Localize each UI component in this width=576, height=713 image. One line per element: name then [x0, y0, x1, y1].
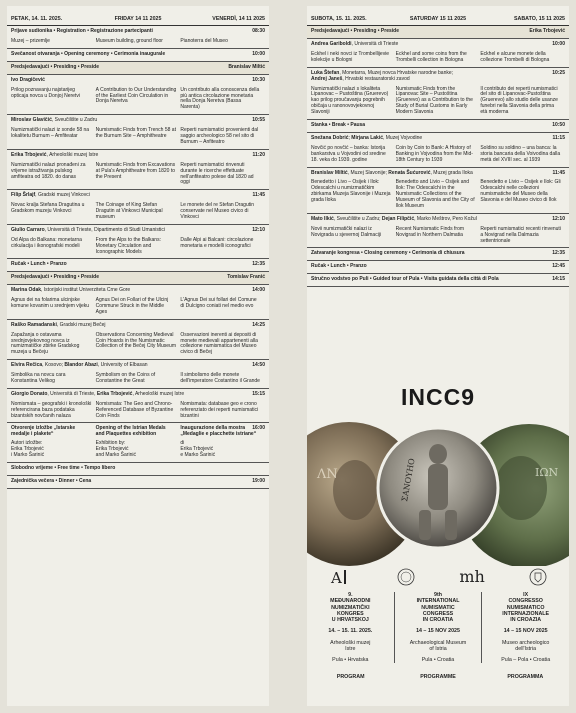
congress-title-line: KONGRES [336, 610, 364, 617]
speaker-line [311, 217, 565, 223]
schedule-row-luka [307, 68, 569, 120]
title-it: Reperti numismatici recenti rinvenuti a Novigrad nella Dalmazia settentrionale [480, 225, 561, 244]
coin-middle [378, 428, 498, 548]
date-en: FRIDAY 14 11 2025 [114, 16, 162, 22]
title-it: Dalle Alpi ai Balcani: circolazione monetaria e modelli iconografici [180, 236, 254, 249]
title-it: Pianoterra del Museo [180, 38, 228, 45]
session-time: 12:10 [552, 215, 565, 222]
title-hr: Agnus dei na folarima ulcinjske komune kovanim u srednjem vijeku [11, 297, 90, 309]
title-hr: Novac kralja Stefana Dragutina u Gradskom muzeju Vinkovci [11, 202, 85, 215]
session-label: Predsjedavajući • Presiding • Preside [11, 63, 99, 70]
session-time: 10:50 [552, 122, 565, 129]
title-en: From the Alps to the Balkans: Monetary Circulation and Iconographic Models [95, 236, 161, 255]
coin-middle-legend: ΣΑΝΟΥΗΟ [400, 457, 417, 503]
session-time: 10:25 [552, 69, 565, 76]
title-hr: Numizmatički nalazi s lokaliteta Lipanovac – Pustoština (Gruerevo) kao prilog proučavanju pogrebnih običaja u ranonovovjekovnoj Slavoniji [311, 85, 389, 116]
exhibition-title: Inaugurazione della mostra „Medaglie e placchette istriane“ [180, 425, 257, 438]
title-en: Coin by Coin to Bank: A History of Banking in Vojvodina from the Mid-18th Century to 1939 [395, 144, 473, 163]
exhibition-authors: Erika Trbojević e Marko Šarinić [180, 446, 216, 458]
congress-title-line: IN CROAZIA [510, 617, 542, 623]
saturday-schedule [307, 26, 569, 287]
speaker-affiliation: , Università di Trieste [351, 41, 399, 48]
congress-city: Pula – Pola • Croatia [501, 657, 551, 663]
title-translations [11, 39, 265, 45]
session-time: 14:25 [252, 321, 265, 328]
congress-dates: 14 – 15 NOV 2025 [503, 628, 548, 635]
title-translations [311, 87, 565, 116]
title-translations [11, 128, 265, 146]
speaker-affiliation: , Gradski muzej Bečej [56, 321, 106, 328]
saturday-header [307, 6, 569, 26]
partner-logos [307, 566, 569, 588]
session-label: Zajednička večera • Dinner • Cena [11, 477, 92, 484]
schedule-row-giorgio [7, 389, 269, 424]
session-label: Stručno vodstvo po Puli • Guided tour of Pula • Visita guidata della città di Pola [311, 276, 499, 283]
speaker-line [11, 193, 265, 199]
programme-label-2: PROGRAMMA [507, 674, 544, 680]
session-time: 19:00 [252, 477, 265, 484]
schedule-row-prijave [7, 26, 269, 49]
session-time: 08:30 [252, 28, 265, 35]
session-label: Ručak • Lunch • Pranzo [11, 261, 67, 268]
speaker-name-2: Andrej Janeš [311, 75, 343, 82]
title-translations [11, 298, 265, 316]
title-it: Soldino su soldino – una banca: la storia bancaria della Voivodina dalla metà del XVIII sec. al 1939 [480, 144, 561, 163]
schedule-row-elvira [7, 360, 269, 389]
speaker-name: Filip Šrlajf [11, 192, 36, 199]
congress-block-2 [482, 592, 569, 663]
congress-title-line: CONGRESSO [508, 598, 543, 605]
congress-info [307, 592, 569, 663]
session-label: Stanka • Break • Pausa [311, 122, 366, 129]
schedule-row-pred2 [7, 272, 269, 285]
schedule-row-ivo [7, 75, 269, 115]
title-hr: Novii numizmatički nalazi iz Novigrada u sjevernoj Dalmaciji [311, 225, 382, 238]
title-hr: Od Alpa do Balkana: monetarna cirkulacija i ikonografski modeli [11, 236, 82, 249]
title-translations [311, 146, 565, 164]
title-translations [311, 180, 565, 209]
date-hr: PETAK, 14. 11. 2025. [11, 16, 63, 22]
speaker-line [11, 78, 265, 84]
exhibition-authors: Erika Trbojević i Marko Šarinić [11, 446, 45, 458]
date-hr: SUBOTA, 15. 11. 2025. [311, 16, 367, 22]
title-en: Recent Numismatic Finds from Novigrad in Northern Dalmatia [395, 225, 465, 238]
congress-venue: Museo archeologico [501, 639, 550, 646]
title-en: A Contribution to Our Understanding of the Earliest Coin Circulation in Donja Neretva [95, 86, 177, 105]
friday-column [7, 6, 269, 706]
schedule-row-zatvaranje [307, 248, 569, 261]
title-en: The Coinage of King Stefan Dragutin at Vinkovci Municipal museum [95, 202, 163, 220]
congress-title-line: MEĐUNARODNI [330, 598, 371, 605]
date-it: VENERDÌ, 14 11 2025 [212, 16, 266, 22]
title-hr: Benedetto i Livo – Osijek i Ilok: Odescalchi u numizmatičkim zbirkama Muzeja Slavonije i Muzeja grada Iloka [311, 179, 391, 204]
session-label: Svečanost otvaranja • Opening ceremony • Cerimonia inaugurale [11, 51, 166, 58]
schedule-row-filip [7, 190, 269, 225]
schedule-row-giulio [7, 225, 269, 260]
title-translations [11, 333, 265, 357]
exhibition-title: Otvorenje izložbe „Istarske medalje i plakete“ [11, 425, 76, 438]
title-translations [11, 402, 265, 420]
title-en: Benedetto and Livio – Osijek and Ilok: The Odescalchi in the Numismatic Collections of the Museum of Slavonia and the City of Ilok Museum [395, 179, 475, 209]
chair-name: Branislav Miltić [228, 63, 265, 70]
speaker-name: Snežana Dobrić [311, 134, 349, 141]
schedule-row-mato [307, 214, 569, 249]
chair-name: Erika Trbojević [529, 28, 565, 35]
speaker-name: Erika Trbojević [11, 151, 47, 158]
congress-dates: 14. – 15. 11. 2025. [328, 628, 373, 635]
speaker-name: Marina Odak [11, 287, 42, 294]
title-translations [311, 227, 565, 245]
session-time: 12:45 [552, 263, 565, 270]
seal-logo-icon [397, 568, 415, 586]
session-time: 14:00 [252, 287, 265, 294]
congress-venue-2: dell'Istria [515, 645, 537, 652]
programme-label-0: PROGRAM [336, 674, 365, 680]
schedule-row-pred1 [7, 62, 269, 75]
session-time: 12:35 [552, 250, 565, 257]
congress-block-0 [307, 592, 395, 663]
title-hr: Numizmatički nalazi iz sonde 58 na lokalitetu Burnum – Amfiteatar [11, 127, 90, 140]
schedule-row-stanka [307, 120, 569, 133]
session-time: 10:30 [252, 76, 265, 83]
title-hr: Simbolika na novcu cara Konstantina Velikog [11, 372, 66, 384]
speaker-line [11, 228, 265, 234]
session-time: 11:15 [552, 134, 565, 141]
speaker-name-2: Mirjana Lakić [351, 134, 383, 141]
speaker-name: Giulio Carraro [11, 226, 45, 233]
congress-venue-2: of Istria [429, 645, 447, 652]
speaker-affiliation-2: , Marko Meštrov, Pero Kožul [414, 215, 477, 222]
congress-title-line: NUMISMATICO [506, 604, 545, 611]
schedule-row-snezana [307, 133, 569, 168]
title-translations [11, 88, 265, 112]
incc9-title: INCC9 [400, 384, 475, 410]
schedule-row-vecera [7, 476, 269, 489]
session-label: Prijave sudionika • Registration • Registrazione partecipanti [11, 28, 153, 35]
congress-title-line: INTERNAZIONALE [502, 610, 550, 617]
session-label: Zatvaranje kongresa • Closing ceremony • Cerimonia di chiusura [311, 250, 465, 257]
coin-right-legend: ΙΩΝ [535, 466, 559, 479]
title-it: Reperti numismatici provenienti dal saggio archeologico 58 nel sito di Burnum – Anfiteatro [180, 127, 259, 145]
schedule-row-otvaranje [7, 49, 269, 62]
speaker-line [311, 136, 565, 142]
schedule-row-rasko [7, 320, 269, 360]
title-en: Agnus Dei on Follari of the Ulcinj Commune Struck in the Middle Ages [95, 297, 169, 315]
schedule-row-erika [7, 150, 269, 190]
congress-title-line: NUMISMATIC [421, 604, 455, 611]
session-time: 16:00 [252, 425, 265, 432]
title-en: Eckhel and some coins from the Trombelli collection in Bologna [395, 51, 467, 63]
speaker-name: Branislav Miltić [311, 169, 348, 176]
date-en: SATURDAY 15 11 2025 [409, 16, 467, 22]
title-hr: Prilog poznavanju najstarijeg opticaja novca u Donjoj Neretvi [11, 86, 80, 99]
title-hr: Novčić po novčić – banka: Istorija bankarstva u Vojvodini od sredine 18. veka do 1939. godine [311, 144, 386, 163]
title-it: L'Agnus Dei sui follari del Comune di Dulcigno coniati nel medio evo [180, 297, 257, 309]
speaker-line [11, 363, 265, 369]
title-en: Numismatic Finds from the Lipanovac Site – Pustoština (Gruerevo) as a Contribution to the Study of Burial Customs in Early Modern Slavonia [395, 85, 473, 116]
speaker-name-2: Erika Trbojević [96, 390, 133, 397]
title-it: Il contributo dei reperti numismatici del sito di Lipanovac-Pustoština (Gruerevo) allo studio delle usanze funebri nella Slavonia della prima età moderna [480, 85, 558, 116]
speaker-name: Andrea Gariboldi [311, 41, 352, 48]
title-it: Nomismata: database geo e crono referenziato dei reperti numismatici bizantini [180, 400, 259, 419]
schedule-row-miroslav [7, 115, 269, 150]
title-hr: Zapažanja o ostavama srednjovjekovnog novca iz numizmatičke zbirke Gradskog muzeja u Bečeju [11, 331, 80, 356]
programme-label-1: PROGRAMME [420, 674, 456, 680]
schedule-row-izlozba [7, 423, 269, 462]
title-en: Symbolism on the Coins of Constantine the Great [95, 372, 156, 384]
speaker-affiliation: , Kosovo; [42, 362, 65, 369]
session-time: 14:15 [552, 276, 565, 283]
schedule-row-slobodno [7, 463, 269, 476]
session-time: 15:15 [252, 390, 265, 397]
schedule-row-andrea [307, 39, 569, 68]
speaker-name: Elvira Rečica [11, 362, 43, 369]
speaker-line [11, 392, 265, 398]
speaker-name: Miroslav Glavičić [11, 117, 52, 124]
session-time: 14:50 [252, 362, 265, 369]
session-label: Ručak • Lunch • Pranzo [311, 263, 367, 270]
congress-title-line: 9th [434, 592, 442, 598]
session-time: 10:00 [552, 41, 565, 48]
date-it: SABATO, 15 11 2025 [513, 16, 566, 22]
exhibition-en [96, 426, 181, 458]
congress-title-line: IN CROATIA [422, 617, 454, 623]
title-hr: Nomismata – geografski i kronološki referencirana baza podataka bizantskih novčanih nalaza [11, 400, 92, 419]
congress-title-line: NUMIZMATIČKI [331, 604, 370, 611]
exhibition-authors: Erika Trbojević and Marko Šarinić [95, 446, 136, 458]
title-hr: Muzej – prizemlje [11, 38, 50, 45]
speaker-line [11, 323, 265, 329]
title-en: Observations Concerning Medieval Coin Hoards in the Numismatic Collection of the Bečej City Museum [95, 331, 176, 350]
chair-name: Tomislav Franić [227, 274, 265, 281]
speaker-name-2: Dejan Filipčić [381, 215, 415, 222]
svg-text:A: A [331, 569, 342, 587]
congress-block-1 [395, 592, 483, 663]
congress-venue: Archaeological Museum [409, 639, 467, 646]
title-en: Numismatic Finds from Trench 58 at the Burnum Site – Amphitheatre [95, 127, 176, 140]
speaker-line [11, 118, 265, 124]
coin-images [307, 416, 569, 566]
title-it: Un contributo alla conoscenza della più antica circolazione monetaria nella Donja Neretva (Bassa Narenta) [180, 86, 260, 111]
speaker-name: Ivo Dragičević [11, 76, 45, 83]
schedule-row-rucak1 [7, 259, 269, 272]
speaker-affiliation: , Muzej Slavonije; [347, 169, 389, 176]
title-translations [11, 373, 265, 385]
schedule-row-marina [7, 285, 269, 320]
congress-title-line: IX [523, 592, 529, 598]
title-it: Eckhel e alcune monete della collezione Trombelli di Bologna [480, 51, 550, 63]
exhibition-by: di [180, 440, 185, 447]
speaker-affiliation: , Sveučilište u Zadru [51, 117, 98, 124]
programme-labels [307, 674, 569, 680]
session-label: Slobodno vrijeme • Free time • Tempo libero [11, 464, 116, 471]
exhibition-block [11, 426, 265, 458]
speaker-name: Giorgio Donato [11, 390, 48, 397]
saturday-column [307, 6, 569, 706]
title-it: Osservazioni inerenti ai depositi di monete medievali appartenenti alla collezione numismatica del Museo civico di Bečej [180, 331, 258, 356]
session-time: 11:45 [552, 169, 565, 176]
session-time: 11:20 [252, 151, 265, 158]
schedule-row-branislav [307, 168, 569, 214]
session-time: 12:10 [252, 226, 265, 233]
speaker-name: Luka Štefan [311, 69, 340, 76]
title-it: Le monete del re Stefan Dragutin conservate nel Museo civico di Vinkovci [180, 202, 255, 220]
schedule-row-rpred1 [307, 26, 569, 39]
speaker-line [11, 153, 265, 159]
speaker-affiliation: , Istorijski institut Univerziteta Crne Gore [41, 287, 131, 294]
congress-venue: Arheološki muzej [330, 639, 371, 646]
title-en: Museum building, ground floor [95, 38, 163, 45]
speaker-name-2: Blandor Abazi [64, 362, 98, 369]
congress-venue-2: Istre [345, 645, 356, 652]
session-time: 10:00 [252, 51, 265, 58]
congress-city: Pula • Hrvatska [332, 657, 369, 663]
title-translations [11, 163, 265, 187]
friday-header [7, 6, 269, 26]
congress-title-line: U HRVATSKOJ [331, 617, 369, 623]
speaker-name: Mato Ilkić [311, 215, 334, 222]
schedule-row-vodstvo [307, 274, 569, 287]
speaker-affiliation: , Sveučilište u Zadru; [333, 215, 382, 222]
session-time: 12:35 [252, 261, 265, 268]
speaker-line [311, 171, 565, 177]
title-it: Reperti numismatici rinvenuti durante le ricerche effettuate nell'anfiteatro polese dal 1820 ad oggi [180, 161, 254, 186]
speaker-line [311, 42, 565, 48]
congress-city: Pula • Croatia [421, 657, 455, 663]
friday-schedule [7, 26, 269, 488]
exhibition-title: Opening of the Istrian Medals and Plaquettes exhibition [95, 425, 166, 438]
speaker-affiliation-2: , Muzej grada Iloka [430, 169, 473, 176]
title-en: Numismatic Finds from Excavations at Pula's Amphitheatre from 1820 to the Present [95, 161, 176, 180]
exhibition-hr [11, 426, 96, 458]
title-translations [11, 203, 265, 221]
congress-title-line: CONGRESS [422, 610, 454, 617]
title-it: Il simbolismo delle monete dell'imperatore Costantino il Grande [180, 372, 260, 384]
speaker-name-2: Renata Šućurović [388, 169, 431, 176]
speaker-affiliation-2: , University of Elbasan [97, 362, 148, 369]
speaker-affiliation-2: , Hrvatski restauratorski zavod [342, 75, 410, 82]
title-hr: Eckhel i neki novci iz Trombellijevie kolekcije u Bologni [311, 51, 390, 63]
speaker-affiliation: , Università di Trieste, [47, 390, 97, 397]
session-label: Predsjedavajući • Presiding • Preside [11, 274, 99, 281]
session-time: 11:45 [252, 192, 265, 199]
speaker-affiliation: , Arheološki muzej Istre [46, 151, 99, 158]
speaker-name: Raško Ramadanski [11, 321, 57, 328]
speaker-affiliation-2: , Arheološki muzej Istre [132, 390, 185, 397]
exhibition-by: Exhibition by: [95, 440, 126, 447]
crest-logo-icon [529, 568, 547, 586]
speaker-line [11, 288, 265, 294]
congress-title-line: 9. [348, 592, 353, 598]
title-translations [311, 52, 565, 64]
mh-logo: mh [459, 566, 485, 586]
session-time: 10:55 [252, 117, 265, 124]
coin-left-legend: ΛΝ [317, 467, 338, 482]
speaker-affiliation: , Università di Trieste, Dipartimento di Studi Umanistici [44, 226, 165, 233]
title-hr: Numizmatički nalazi pronađeni za vrijeme istraživanja pulskog amfiteatra od 1820. do danas [11, 161, 86, 180]
title-en: Nomismata: The Geo and Chrono-Referenced Database of Byzantine Coin Finds [95, 400, 174, 419]
congress-title-line: INTERNATIONAL [416, 598, 460, 605]
speaker-affiliation: , Monetarra, Muzej novca Hrvatske narodne banke; [339, 69, 454, 76]
speaker-affiliation: ; [348, 134, 352, 141]
title-it: Benedetto e Livio – Osijek e Ilok: Gli Odescalchi nelle collezioni numismatiche del Museo della Slavonia e del Museo civico di Ilok [480, 179, 561, 204]
session-label: Predsjedavajući • Presiding • Preside [311, 28, 399, 35]
schedule-row-rucak2 [307, 261, 569, 274]
ami-logo-icon [329, 567, 353, 587]
speaker-line [311, 71, 565, 83]
exhibition-by: Autori izložbe: [11, 440, 43, 447]
speaker-affiliation: , Gradski muzej Vinkovci [35, 192, 90, 199]
title-translations [11, 238, 265, 256]
speaker-affiliation-2: , Muzej Vojvodine [382, 134, 423, 141]
congress-dates: 14 – 15 NOV 2025 [416, 628, 460, 635]
